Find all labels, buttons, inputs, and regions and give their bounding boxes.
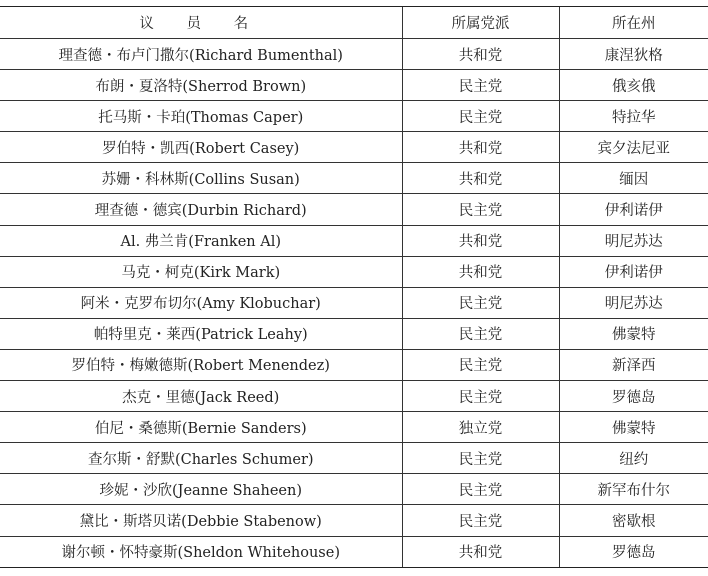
cell-state: 康涅狄格 (559, 39, 708, 70)
cell-party: 共和党 (402, 39, 559, 70)
table-row (0, 225, 708, 256)
header-party: 所属党派 (402, 7, 559, 39)
cell-party: 民主党 (402, 474, 559, 505)
table-row (0, 101, 708, 132)
cell-state: 特拉华 (559, 101, 708, 132)
cell-senator-name: 谢尔顿・怀特豪斯(Sheldon Whitehouse) (0, 536, 402, 567)
table-row (0, 443, 708, 474)
cell-party: 民主党 (402, 349, 559, 380)
cell-party: 民主党 (402, 443, 559, 474)
cell-senator-name: 杰克・里德(Jack Reed) (0, 381, 402, 412)
cell-state: 明尼苏达 (559, 225, 708, 256)
cell-state: 佛蒙特 (559, 412, 708, 443)
cell-senator-name: 布朗・夏洛特(Sherrod Brown) (0, 70, 402, 101)
cell-senator-name: 理查德・布卢门撒尔(Richard Bumenthal) (0, 39, 402, 70)
cell-party: 民主党 (402, 318, 559, 349)
header-state: 所在州 (559, 7, 708, 39)
cell-state: 新罕布什尔 (559, 474, 708, 505)
cell-party: 民主党 (402, 101, 559, 132)
header-row (0, 7, 708, 39)
table-row (0, 132, 708, 163)
cell-senator-name: 珍妮・沙欣(Jeanne Shaheen) (0, 474, 402, 505)
cell-senator-name: 理查德・德宾(Durbin Richard) (0, 194, 402, 225)
cell-state: 罗德岛 (559, 536, 708, 567)
cell-state: 佛蒙特 (559, 318, 708, 349)
cell-party: 民主党 (402, 70, 559, 101)
cell-senator-name: 查尔斯・舒默(Charles Schumer) (0, 443, 402, 474)
table-header (0, 7, 708, 39)
cell-party: 民主党 (402, 505, 559, 536)
table-row (0, 39, 708, 70)
table-body (0, 39, 708, 568)
cell-senator-name: 托马斯・卡珀(Thomas Caper) (0, 101, 402, 132)
cell-state: 罗德岛 (559, 381, 708, 412)
table-row (0, 318, 708, 349)
cell-state: 纽约 (559, 443, 708, 474)
table-row (0, 287, 708, 318)
cell-senator-name: 阿米・克罗布切尔(Amy Klobuchar) (0, 287, 402, 318)
cell-senator-name: 罗伯特・梅嫩德斯(Robert Menendez) (0, 349, 402, 380)
cell-party: 民主党 (402, 381, 559, 412)
cell-state: 新泽西 (559, 349, 708, 380)
cell-senator-name: Al. 弗兰肯(Franken Al) (0, 225, 402, 256)
cell-party: 共和党 (402, 225, 559, 256)
header-senator-name: 议 员 名 (0, 7, 402, 39)
cell-party: 民主党 (402, 287, 559, 318)
senators-table-container (0, 6, 708, 568)
table-row (0, 349, 708, 380)
cell-senator-name: 帕特里克・莱西(Patrick Leahy) (0, 318, 402, 349)
cell-senator-name: 马克・柯克(Kirk Mark) (0, 256, 402, 287)
table-row (0, 70, 708, 101)
cell-party: 共和党 (402, 163, 559, 194)
cell-state: 明尼苏达 (559, 287, 708, 318)
cell-state: 缅因 (559, 163, 708, 194)
cell-senator-name: 伯尼・桑德斯(Bernie Sanders) (0, 412, 402, 443)
cell-state: 俄亥俄 (559, 70, 708, 101)
cell-state: 伊利诺伊 (559, 256, 708, 287)
senators-table (0, 6, 708, 568)
cell-senator-name: 苏姗・科林斯(Collins Susan) (0, 163, 402, 194)
table-row (0, 536, 708, 567)
table-row (0, 381, 708, 412)
cell-state: 密歇根 (559, 505, 708, 536)
cell-party: 共和党 (402, 536, 559, 567)
cell-senator-name: 黛比・斯塔贝诺(Debbie Stabenow) (0, 505, 402, 536)
table-row (0, 163, 708, 194)
cell-state: 宾夕法尼亚 (559, 132, 708, 163)
table-row (0, 194, 708, 225)
table-row (0, 505, 708, 536)
cell-party: 独立党 (402, 412, 559, 443)
cell-senator-name: 罗伯特・凯西(Robert Casey) (0, 132, 402, 163)
table-row (0, 412, 708, 443)
cell-party: 共和党 (402, 132, 559, 163)
cell-party: 共和党 (402, 256, 559, 287)
table-row (0, 474, 708, 505)
cell-state: 伊利诺伊 (559, 194, 708, 225)
cell-party: 民主党 (402, 194, 559, 225)
table-row (0, 256, 708, 287)
